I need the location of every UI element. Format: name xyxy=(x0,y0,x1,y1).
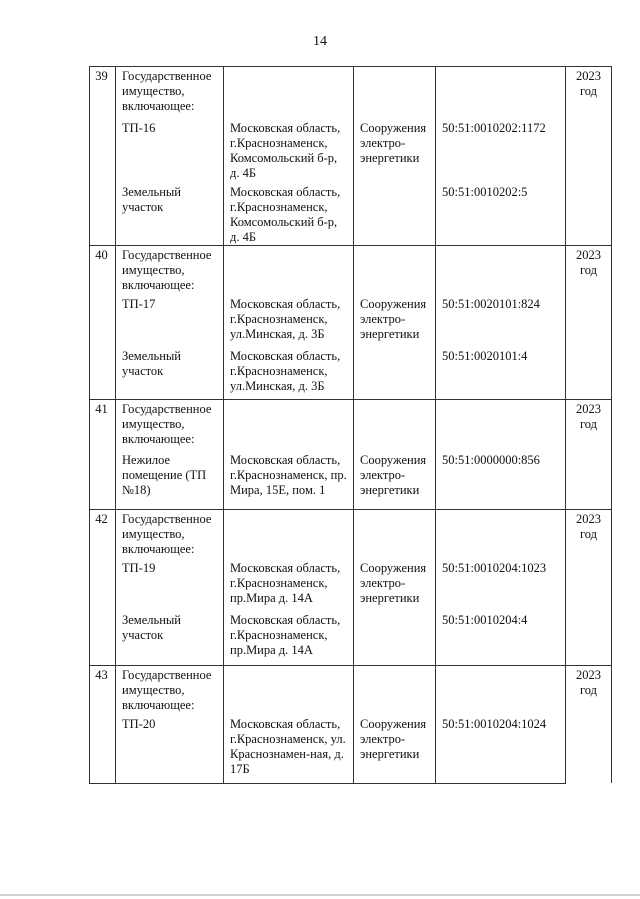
cadastral-cell xyxy=(436,509,566,559)
cadastral-cell xyxy=(436,67,566,119)
item-purpose xyxy=(354,347,436,399)
cadastral-cell xyxy=(436,399,566,451)
year-cell: 2023 год xyxy=(566,665,612,783)
row-number-empty xyxy=(90,183,116,246)
item-purpose: Сооружения электро-энергетики xyxy=(354,295,436,347)
address-cell xyxy=(224,509,354,559)
item-purpose xyxy=(354,183,436,246)
item-address: Московская область, г.Краснознаменск, ул.Минская, д. 3Б xyxy=(224,347,354,399)
row-number: 40 xyxy=(90,245,116,295)
row-number-empty xyxy=(90,119,116,183)
group-header: Государственное имущество, включающее: xyxy=(116,399,224,451)
item-address: Московская область, г.Краснознаменск, ул.Минская, д. 3Б xyxy=(224,295,354,347)
year-cell: 2023 год xyxy=(566,399,612,509)
item-purpose: Сооружения электро-энергетики xyxy=(354,559,436,611)
group-header-row xyxy=(90,509,612,559)
table-row xyxy=(90,183,612,246)
purpose-cell xyxy=(354,665,436,715)
table-row xyxy=(90,119,612,183)
group-header: Государственное имущество, включающее: xyxy=(116,509,224,559)
item-address: Московская область, г.Краснознаменск, Комсомольский б-р, д. 4Б xyxy=(224,183,354,246)
item-address: Московская область, г.Краснознаменск, пр.Мира д. 14А xyxy=(224,611,354,665)
item-name: ТП-20 xyxy=(116,715,224,783)
item-cadastral: 50:51:0010202:1172 xyxy=(436,119,566,183)
year-cell: 2023 год xyxy=(566,509,612,665)
item-cadastral: 50:51:0010204:1023 xyxy=(436,559,566,611)
item-cadastral: 50:51:0000000:856 xyxy=(436,451,566,509)
purpose-cell xyxy=(354,399,436,451)
item-purpose xyxy=(354,611,436,665)
year-cell: 2023 год xyxy=(566,67,612,246)
item-purpose: Сооружения электро-энергетики xyxy=(354,451,436,509)
scan-edge xyxy=(0,894,640,896)
page-number: 14 xyxy=(313,34,327,49)
row-number-empty xyxy=(90,295,116,347)
purpose-cell xyxy=(354,67,436,119)
item-cadastral: 50:51:0010204:1024 xyxy=(436,715,566,783)
table-row xyxy=(90,559,612,611)
year-cell: 2023 год xyxy=(566,245,612,399)
item-name: Земельный участок xyxy=(116,611,224,665)
item-address: Московская область, г.Краснознаменск, пр.Мира д. 14А xyxy=(224,559,354,611)
item-name: Земельный участок xyxy=(116,347,224,399)
item-name: ТП-19 xyxy=(116,559,224,611)
row-number-empty xyxy=(90,451,116,509)
address-cell xyxy=(224,399,354,451)
item-name: ТП-16 xyxy=(116,119,224,183)
table-row xyxy=(90,347,612,399)
row-number: 43 xyxy=(90,665,116,715)
row-number-empty xyxy=(90,347,116,399)
group-header: Государственное имущество, включающее: xyxy=(116,665,224,715)
table-row xyxy=(90,611,612,665)
row-number: 41 xyxy=(90,399,116,451)
address-cell xyxy=(224,665,354,715)
item-purpose: Сооружения электро-энергетики xyxy=(354,119,436,183)
purpose-cell xyxy=(354,509,436,559)
purpose-cell xyxy=(354,245,436,295)
item-name: Нежилое помещение (ТП №18) xyxy=(116,451,224,509)
address-cell xyxy=(224,245,354,295)
item-name: ТП-17 xyxy=(116,295,224,347)
item-address: Московская область, г.Краснознаменск, Комсомольский б-р, д. 4Б xyxy=(224,119,354,183)
item-address: Московская область, г.Краснознаменск, пр. Мира, 15Е, пом. 1 xyxy=(224,451,354,509)
row-number-empty xyxy=(90,559,116,611)
item-address: Московская область, г.Краснознаменск, ул. Краснознамен-ная, д. 17Б xyxy=(224,715,354,783)
item-cadastral: 50:51:0010202:5 xyxy=(436,183,566,246)
item-cadastral: 50:51:0020101:4 xyxy=(436,347,566,399)
row-number-empty xyxy=(90,715,116,783)
property-table xyxy=(89,66,612,784)
group-header-row xyxy=(90,399,612,451)
group-header: Государственное имущество, включающее: xyxy=(116,67,224,119)
group-header-row xyxy=(90,67,612,119)
group-header-row xyxy=(90,665,612,715)
group-header-row xyxy=(90,245,612,295)
item-cadastral: 50:51:0020101:824 xyxy=(436,295,566,347)
cadastral-cell xyxy=(436,245,566,295)
item-cadastral: 50:51:0010204:4 xyxy=(436,611,566,665)
cadastral-cell xyxy=(436,665,566,715)
row-number-empty xyxy=(90,611,116,665)
table-row xyxy=(90,451,612,509)
table-row xyxy=(90,715,612,783)
row-number: 42 xyxy=(90,509,116,559)
item-name: Земельный участок xyxy=(116,183,224,246)
address-cell xyxy=(224,67,354,119)
table-row xyxy=(90,295,612,347)
group-header: Государственное имущество, включающее: xyxy=(116,245,224,295)
item-purpose: Сооружения электро-энергетики xyxy=(354,715,436,783)
row-number: 39 xyxy=(90,67,116,119)
